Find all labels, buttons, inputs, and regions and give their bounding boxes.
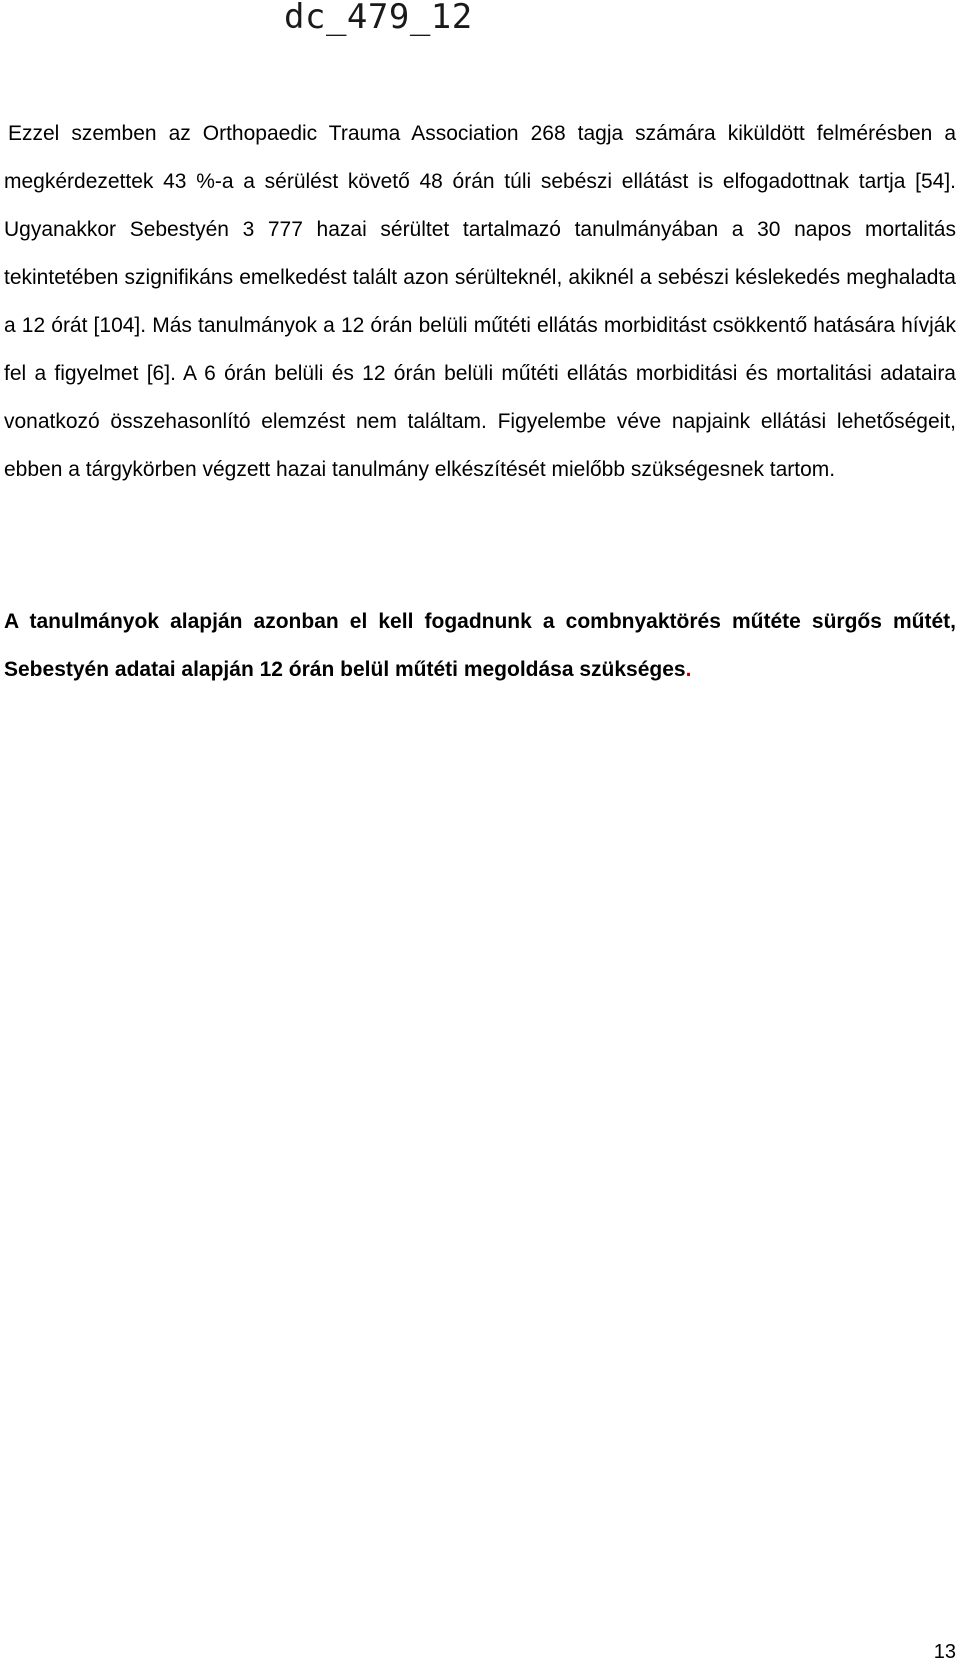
- conclusion-period: .: [685, 658, 692, 681]
- page-number: 13: [933, 1641, 956, 1663]
- document-id: dc_479_12: [284, 0, 473, 37]
- conclusion-text: A tanulmányok alapján azonban el kell fogadnunk a combnyaktörés műtéte sürgős műtét, Sebestyén adatai alapján 12 órán belül műtéti megoldása szükséges: [4, 610, 956, 681]
- conclusion-paragraph: [4, 598, 956, 694]
- body-paragraph: Ezzel szemben az Orthopaedic Trauma Association 268 tagja számára kiküldött felmérésben a megkérdezettek 43 %-a a sérülést követő 48 órán túli sebészi ellátást is elfogadottnak tartja [54]. Ugyanakkor Sebestyén 3 777 hazai sérültet tartalmazó tanulmányában a 30 napos mortalitás tekintetében szignifikáns emelkedést talált azon sérülteknél, akiknél a sebészi késlekedés meghaladta a 12 órát [104]. Más tanulmányok a 12 órán belüli műtéti ellátás morbiditást csökkentő hatására hívják fel a figyelmet [6]. A 6 órán belüli és 12 órán belüli műtéti ellátás morbiditási és mortalitási adataira vonatkozó összehasonlító elemzést nem találtam. Figyelembe véve napjaink ellátási lehetőségeit, ebben a tárgykörben végzett hazai tanulmány elkészítését mielőbb szükségesnek tartom.: [4, 122, 956, 481]
